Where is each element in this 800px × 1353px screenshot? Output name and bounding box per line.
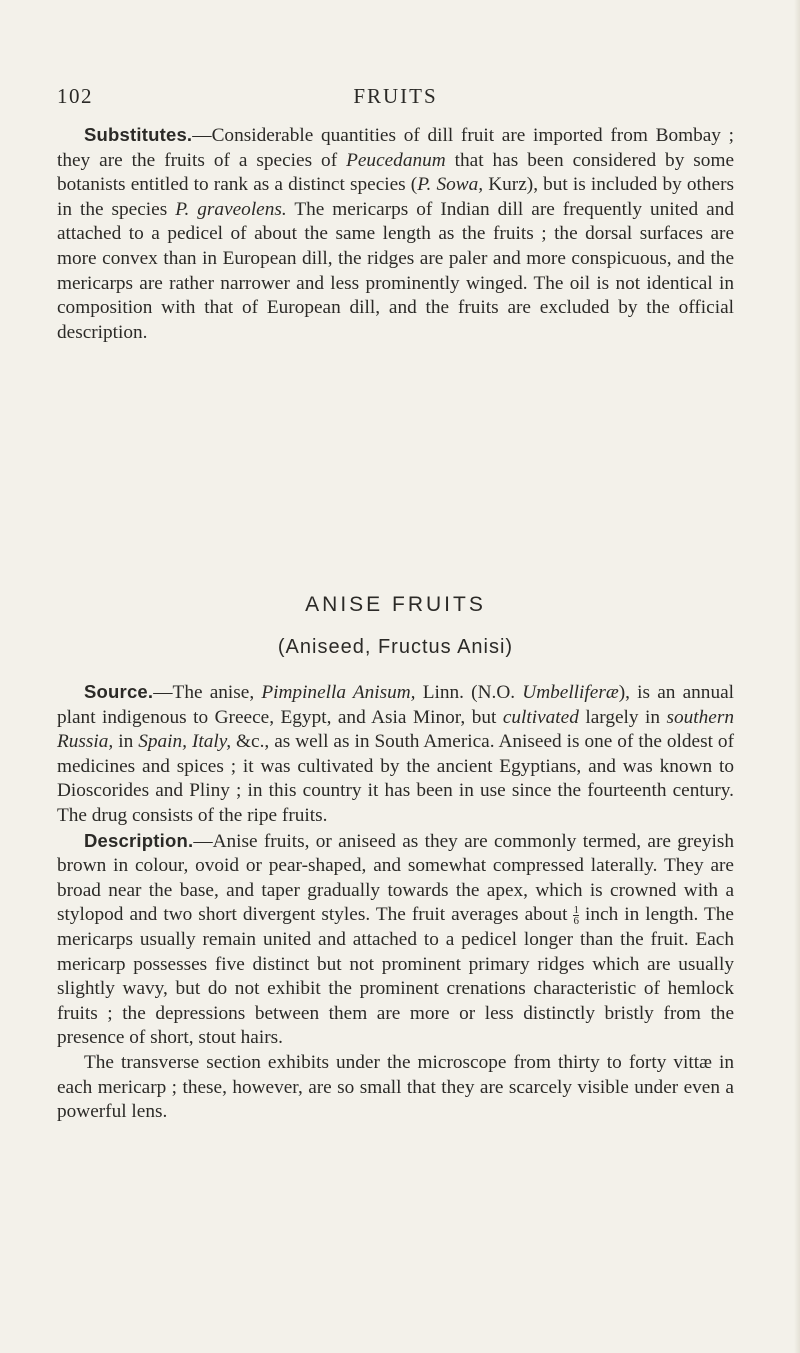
substitutes-text-4: The mericarps of Indian dill are frequently united and attached to a pedicel of about the same length as the fruits ; the dorsal surfaces are more convex than in European dill, the ridges are paler and more conspicuous, and the mericarps are rather narrower and less prominently winged. The oil is not identical in composition with that of European dill, and the fruits are excluded by the official description. [57, 198, 735, 343]
source-italic-2: Umbelliferæ [522, 682, 619, 703]
source-italic-3: cultivated [502, 706, 579, 728]
substitutes-italic-3: P. graveolens. [175, 198, 287, 220]
source-text-6: &c., as well as in South America. Aniseed is one of the oldest of medicines and spices ; it was cultivated by the ancient Egyptians, and was known to Dioscorides and Pliny ; in this country it has been in use since the fourteenth century. The drug consists of the ripe fruits. [57, 731, 734, 826]
page-edge-shadow [794, 0, 800, 1353]
source-text-3: ), is an annual plant indigenous to Greece, Egypt, and Asia Minor, but [57, 682, 734, 728]
source-text-2: Linn. (N.O. [415, 682, 523, 703]
fraction-denominator: 6 [573, 915, 579, 928]
running-head-title: FRUITS [353, 84, 438, 108]
source-italic-5: Spain, Italy, [138, 731, 232, 753]
substitutes-italic-2: P. Sowa, [417, 174, 484, 196]
substitutes-text-2: that has been considered by some botanists entitled to rank as a distinct species ( [57, 149, 734, 196]
substitutes-text-3: Kurz), but is included by others in the species [57, 174, 734, 220]
substitutes-label: Substitutes. [84, 124, 193, 145]
description-text-1: —Anise fruits, or aniseed as they are commonly termed, are greyish brown in colour, ovoid or pear-shaped, and somewhat compressed laterally. They are broad near the base, and taper gradually towards the apex, which is crowned with a stylopod and two short divergent styles. The fruit averages about [57, 830, 734, 926]
fraction-numerator: 1 [573, 904, 579, 917]
substitutes-paragraph [57, 123, 734, 345]
description-label: Description. [84, 829, 194, 851]
source-text-4: largely in [578, 706, 667, 728]
description-paragraph [57, 829, 734, 1051]
source-text-5: in [113, 731, 139, 753]
section-subheading: (Aniseed, Fructus Anisi) [277, 636, 514, 658]
running-head [57, 84, 734, 112]
anise-section [57, 680, 734, 1125]
transverse-paragraph: The transverse section exhibits under the microscope from thirty to forty vittæ in each mericarp ; these, however, are so small that they are scarcely visible under even a powerful lens. [57, 1051, 734, 1123]
substitutes-italic-1: Peucedanum [346, 149, 446, 171]
source-paragraph [57, 680, 734, 829]
source-italic-4: southern Russia, [57, 706, 734, 753]
section-heading: ANISE FRUITS [305, 593, 486, 616]
source-label: Source. [84, 681, 154, 702]
source-text-1: —The anise, [153, 682, 262, 703]
substitutes-section [57, 123, 734, 345]
description-text-2: inch in length. The mericarps usually remain united and attached to a pedicel longer than the fruit. Each mericarp possesses five distinct but not prominent primary ridges which are usually slightly wavy, but do not exhibit the prominent crenations characteristic of hemlock fruits ; the depressions between them are more or less distinctly bristly from the presence of short, stout hairs. [57, 904, 734, 1049]
substitutes-text-1: —Considerable quantities of dill fruit are imported from Bombay ; they are the fruits of a species of [57, 125, 734, 171]
source-italic-1: Pimpinella Anisum, [261, 682, 416, 703]
page-number: 102 [57, 84, 93, 108]
